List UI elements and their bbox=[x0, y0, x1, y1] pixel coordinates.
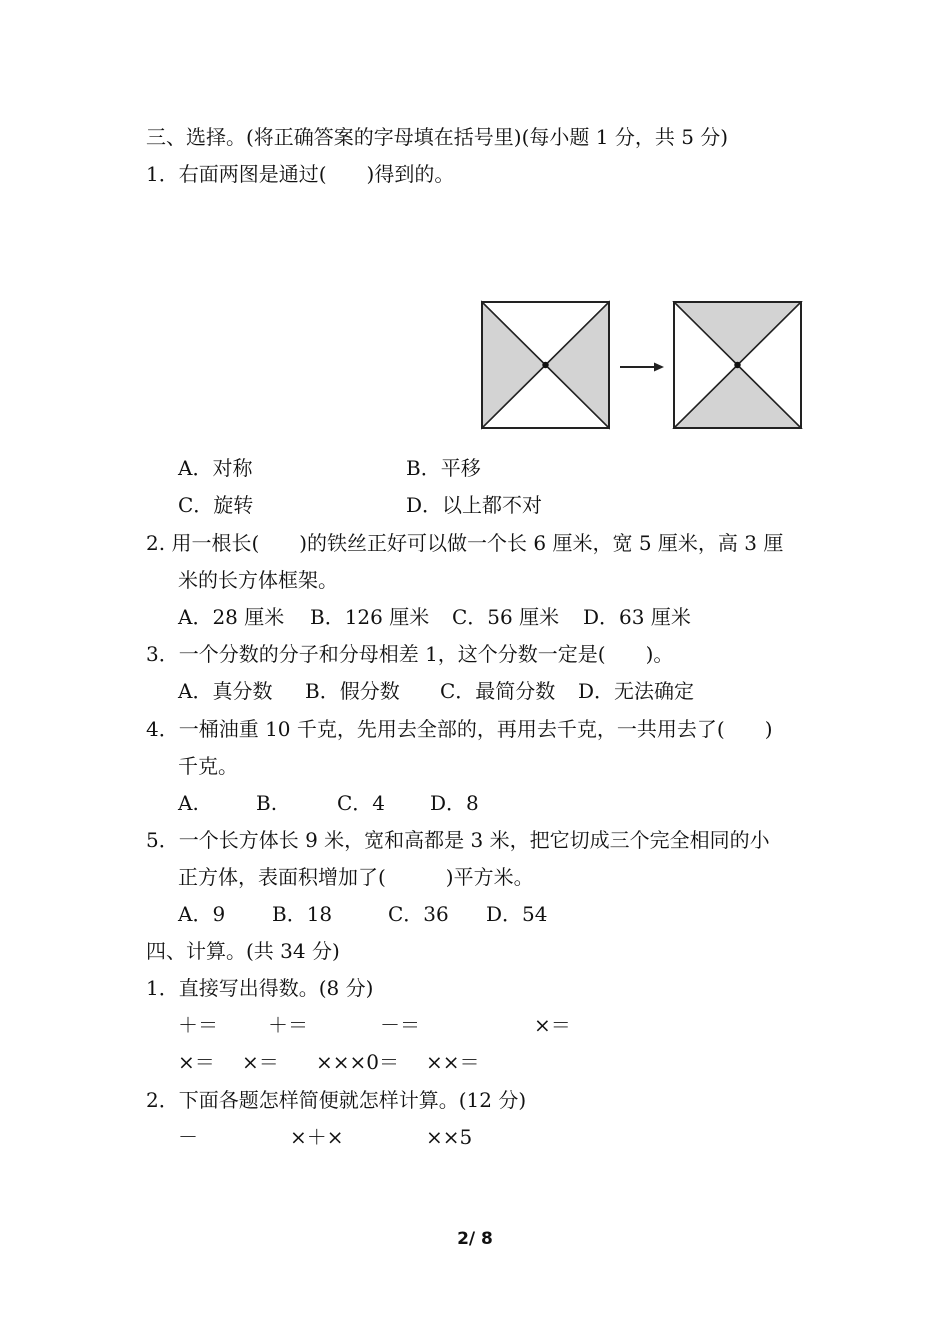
q1-option-d: D．以上都不对 bbox=[406, 493, 543, 517]
q1-option-c: C．旋转 bbox=[178, 493, 254, 517]
q4-option-a: A. bbox=[178, 791, 199, 815]
q3-option-a: A．真分数 bbox=[178, 679, 273, 703]
q3-option-b: B．假分数 bbox=[305, 679, 400, 703]
q2-option-a: A．28 厘米 bbox=[178, 605, 285, 629]
calc-item: ××5 bbox=[426, 1125, 473, 1149]
left-square bbox=[482, 302, 609, 428]
calc-item: －＝ bbox=[380, 1013, 420, 1037]
question-2-stem-cont: 米的长方体框架。 bbox=[178, 568, 338, 592]
q4-option-b: B. bbox=[256, 791, 278, 815]
calc-item: ＋＝ bbox=[268, 1013, 308, 1037]
calc-item: ×＝ bbox=[178, 1050, 215, 1074]
question-2-stem: 2. 用一根长( )的铁丝正好可以做一个长 6 厘米，宽 5 厘米，高 3 厘 bbox=[146, 531, 784, 555]
calc-item: ×××0＝ bbox=[316, 1050, 399, 1074]
question-4-stem-cont: 千克。 bbox=[178, 754, 238, 778]
question-5-stem-cont: 正方体，表面积增加了( )平方米。 bbox=[178, 865, 534, 889]
rotation-figure bbox=[478, 298, 806, 432]
q5-option-d: D．54 bbox=[486, 902, 548, 926]
q5-option-b: B．18 bbox=[272, 902, 333, 926]
q3-option-c: C．最简分数 bbox=[440, 679, 556, 703]
calc-item: ×＝ bbox=[242, 1050, 279, 1074]
q4-option-c: C．4 bbox=[337, 791, 386, 815]
calc-item: ×＋× bbox=[290, 1125, 344, 1149]
q2-option-c: C．56 厘米 bbox=[452, 605, 560, 629]
q2-option-d: D．63 厘米 bbox=[583, 605, 691, 629]
q4-option-d: D．8 bbox=[430, 791, 479, 815]
q1-option-a: A．对称 bbox=[178, 456, 253, 480]
q1-option-b: B．平移 bbox=[406, 456, 481, 480]
section-4-title: 四、计算。(共 34 分) bbox=[146, 939, 340, 963]
calc-question-1-stem: 1．直接写出得数。(8 分) bbox=[146, 976, 374, 1000]
calc-item: ＋＝ bbox=[178, 1013, 218, 1037]
question-3-stem: 3．一个分数的分子和分母相差 1，这个分数一定是( )。 bbox=[146, 642, 674, 666]
right-square bbox=[674, 302, 801, 428]
q5-option-a: A．9 bbox=[178, 902, 226, 926]
q2-option-b: B．126 厘米 bbox=[310, 605, 430, 629]
section-3-title: 三、选择。(将正确答案的字母填在括号里)(每小题 1 分，共 5 分) bbox=[146, 125, 729, 149]
center-dot bbox=[542, 362, 548, 368]
calc-item: ×＝ bbox=[534, 1013, 571, 1037]
q5-option-c: C．36 bbox=[388, 902, 449, 926]
q3-option-d: D．无法确定 bbox=[578, 679, 695, 703]
question-5-stem: 5．一个长方体长 9 米，宽和高都是 3 米，把它切成三个完全相同的小 bbox=[146, 828, 770, 852]
calc-question-2-stem: 2．下面各题怎样简便就怎样计算。(12 分) bbox=[146, 1088, 527, 1112]
question-1-stem: 1．右面两图是通过( )得到的。 bbox=[146, 162, 455, 186]
calc-item: － bbox=[178, 1125, 198, 1149]
center-dot bbox=[734, 362, 740, 368]
arrow-icon bbox=[620, 363, 664, 372]
question-4-stem: 4．一桶油重 10 千克，先用去全部的，再用去千克，一共用去了( ) bbox=[146, 717, 773, 741]
calc-item: ××＝ bbox=[426, 1050, 480, 1074]
page-number: 2/ 8 bbox=[457, 1229, 493, 1249]
